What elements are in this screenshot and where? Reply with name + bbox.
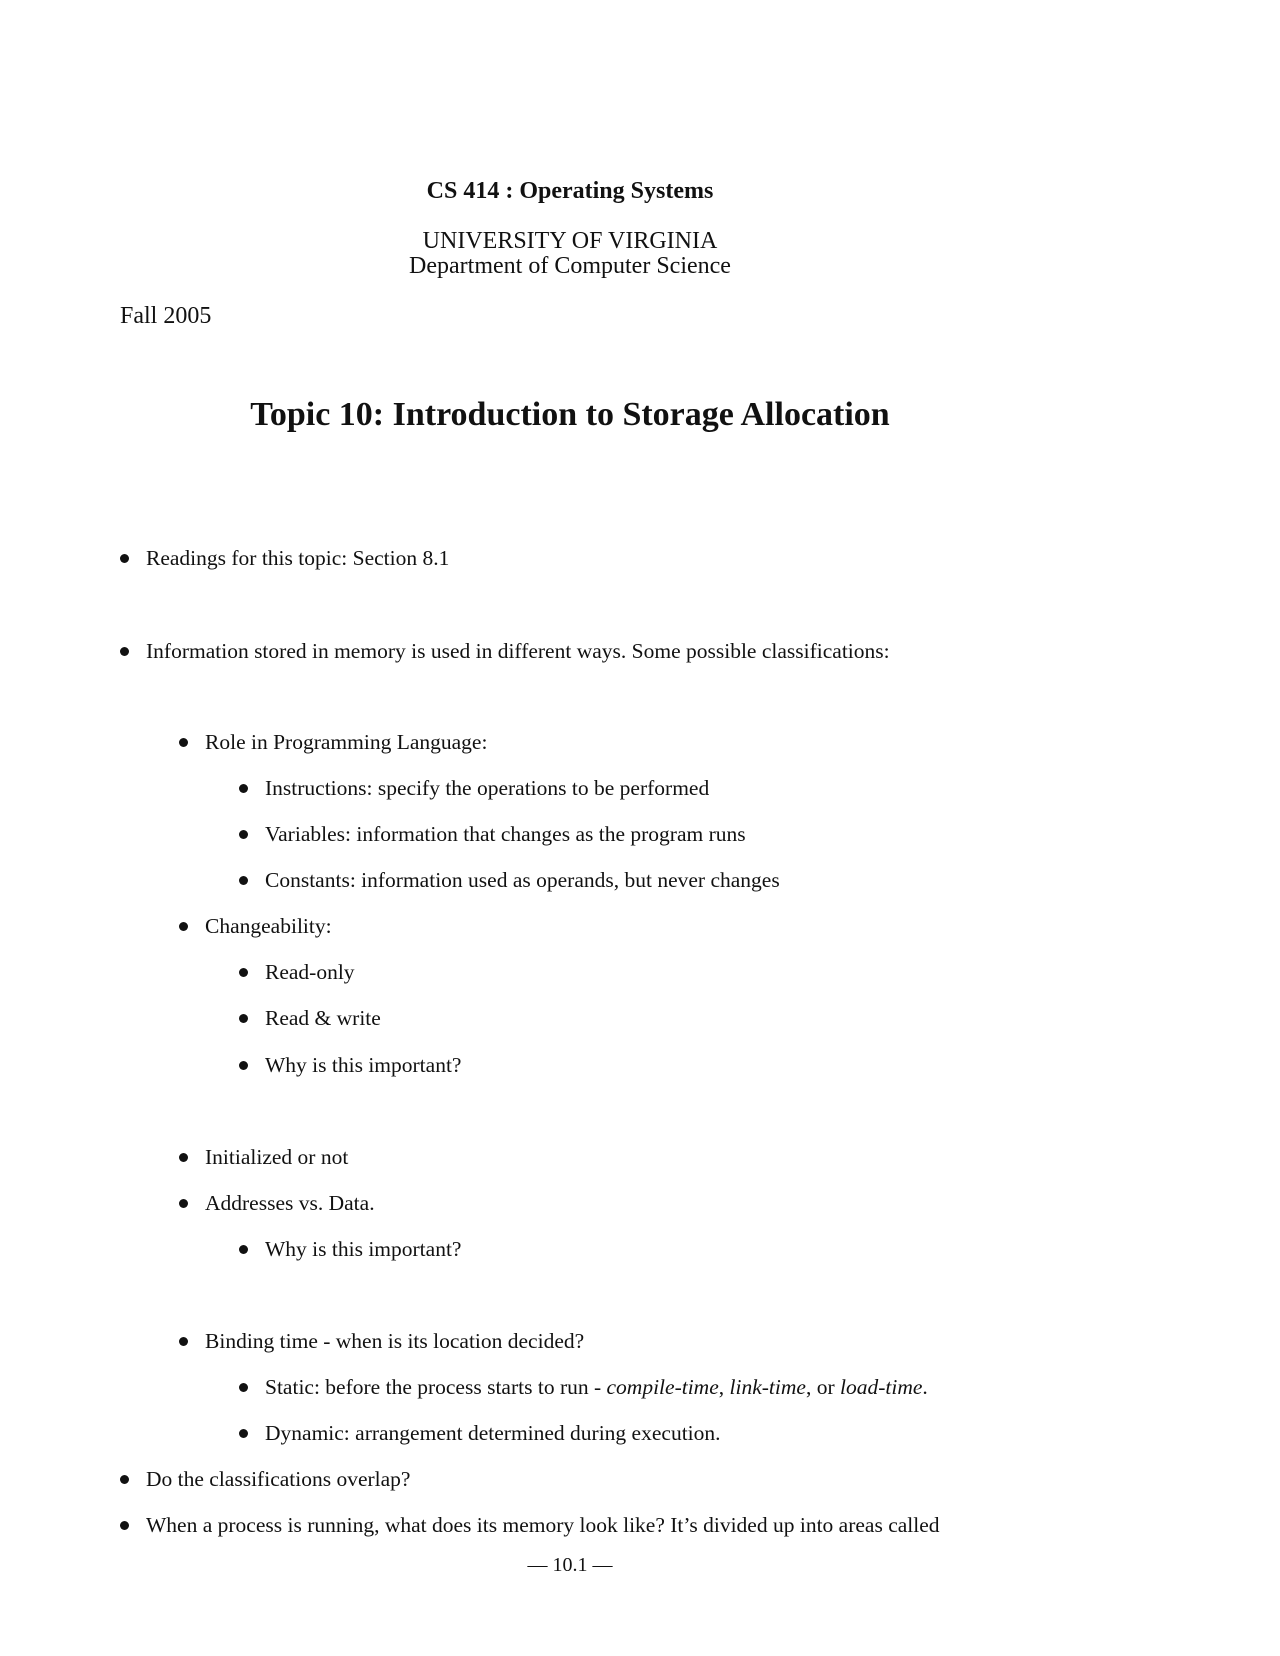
list-item-text: Readings for this topic: Section 8.1 [146,546,450,570]
list-item-text: Why is this important? [265,1053,462,1077]
list-item-text: Changeability: [205,914,332,938]
bullet-icon [239,1383,248,1392]
list-item-text: Addresses vs. Data. [205,1191,375,1215]
load-time-term: load-time [839,1375,923,1399]
bullet-icon [239,1061,248,1070]
bullet-icon [239,968,248,977]
list-item-text [265,1374,928,1400]
page-title: Topic 10: Introduction to Storage Allocation [250,396,890,433]
bullet-icon [239,1014,248,1023]
static-separator: , [718,1375,730,1399]
bullet-icon [239,876,248,885]
compile-time-term: compile-time [606,1375,719,1399]
list-item-text: Read-only [265,960,355,984]
list-item-text: Information stored in memory is used in different ways. Some possible classifications: [146,639,890,663]
bullet-icon [179,1153,188,1162]
bullet-icon [120,1521,129,1530]
bullet-icon [239,1245,248,1254]
page-number: — 10.1 — [527,1554,613,1576]
bullet-icon [239,830,248,839]
link-time-term: link-time [729,1375,806,1399]
term-label: Fall 2005 [120,303,212,329]
bullet-icon [179,1337,188,1346]
list-item-text: Do the classifications overlap? [146,1467,411,1491]
bullet-icon [179,922,188,931]
list-item-text: Binding time - when is its location decided? [205,1329,585,1353]
bullet-icon [239,1429,248,1438]
bullet-icon [120,647,129,656]
list-item-text: Read & write [265,1006,381,1030]
list-item-text: Constants: information used as operands, but never changes [265,868,780,892]
list-item-text: When a process is running, what does its memory look like? It’s divided up into areas called [146,1513,940,1537]
university-name: UNIVERSITY OF VIRGINIA [422,228,718,254]
course-title: CS 414 : Operating Systems [426,178,714,204]
bullet-icon [120,1475,129,1484]
list-item-text: Instructions: specify the operations to be performed [265,776,710,800]
static-prefix: Static: before the process starts to run - [265,1375,607,1399]
bullet-icon [239,784,248,793]
department-name: Department of Computer Science [409,253,731,279]
bullet-icon [179,738,188,747]
list-item-text: Why is this important? [265,1237,462,1261]
list-item-text: Initialized or not [205,1145,349,1169]
static-separator: , or [805,1375,840,1399]
list-item-text: Role in Programming Language: [205,730,488,754]
list-item-text: Variables: information that changes as the program runs [265,822,746,846]
bullet-icon [120,554,129,563]
list-item-text: Dynamic: arrangement determined during execution. [265,1421,721,1445]
bullet-icon [179,1199,188,1208]
static-end: . [922,1375,928,1399]
